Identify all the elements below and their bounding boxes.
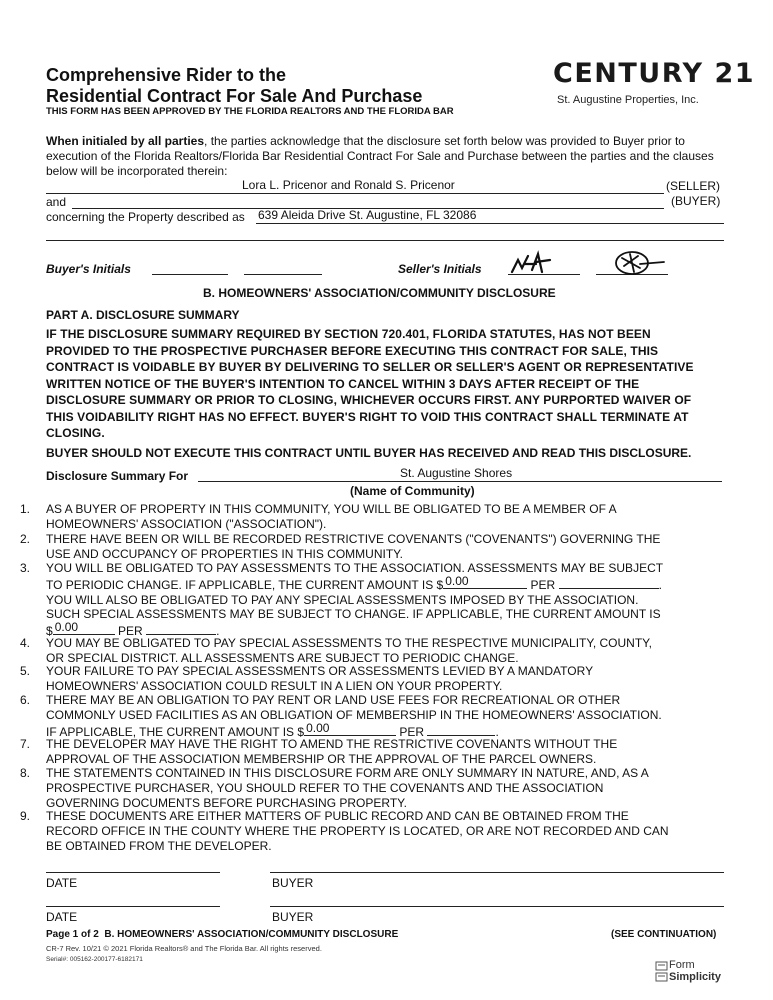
formsimplicity-line2: Simplicity xyxy=(669,971,721,983)
footer-page-line xyxy=(46,929,398,940)
date-label-1: DATE xyxy=(46,876,78,890)
warning-line: WRITTEN NOTICE OF THE BUYER'S INTENTION TO CANCEL WITHIN 3 DAYS AFTER RECEIPT OF THE xyxy=(46,376,640,391)
do-not-execute-notice: BUYER SHOULD NOT EXECUTE THIS CONTRACT UNTIL BUYER HAS RECEIVED AND READ THIS DISCLOSURE. xyxy=(46,446,692,460)
formsimplicity-icon xyxy=(655,961,669,983)
property-address[interactable]: 639 Aleida Drive St. Augustine, FL 32086 xyxy=(258,208,477,222)
warning-line: DISCLOSURE SUMMARY OR PRIOR TO CLOSING, WHICHEVER OCCURS FIRST. ANY PURPORTED WAIVER OF xyxy=(46,393,692,407)
community-line xyxy=(198,481,722,482)
community-name[interactable]: St. Augustine Shores xyxy=(400,466,513,480)
property-line-2 xyxy=(46,240,724,241)
warning-line: CONTRACT IS VOIDABLE BY BUYER BY DELIVERING TO SELLER OR SELLER'S AGENT OR REPRESENTATIVE xyxy=(46,360,694,374)
buyer-tag: (BUYER) xyxy=(671,194,721,208)
voidability-warning xyxy=(46,326,724,442)
footer-serial: Serial#: 005162-200177-6182171 xyxy=(46,956,143,963)
assessment-period-field[interactable] xyxy=(559,576,659,589)
page-number: Page 1 of 2 xyxy=(46,929,99,940)
buyer-initial-2[interactable] xyxy=(244,274,322,275)
rent-fee-amount-field[interactable]: 0.00 xyxy=(304,723,396,736)
date-line-1[interactable] xyxy=(46,872,220,873)
approval-notice: THIS FORM HAS BEEN APPROVED BY THE FLORIDA REALTORS AND THE FLORIDA BAR xyxy=(46,106,454,117)
formsimplicity-line1: Form xyxy=(669,959,695,971)
warning-line: CLOSING. xyxy=(46,426,105,440)
intro-line2: execution of the Florida Realtors/Florida Bar Residential Contract For Sale and Purchase between the parties and the clauses xyxy=(46,149,714,163)
date-line-2[interactable] xyxy=(46,906,220,907)
brand-logo: CENTURY 21 xyxy=(553,58,756,89)
community-caption: (Name of Community) xyxy=(350,484,475,498)
seller-initials-signature-1 xyxy=(508,250,578,278)
seller-names[interactable]: Lora L. Pricenor and Ronald S. Pricenor xyxy=(242,178,455,192)
and-label: and xyxy=(46,195,67,209)
buyer-label-1: BUYER xyxy=(272,876,314,890)
intro-lead-rest: , the parties acknowledge that the disclosure set forth below was provided to Buyer prior to xyxy=(204,134,685,148)
form-title-line1: Comprehensive Rider to the xyxy=(46,65,287,85)
buyer-initial-1[interactable] xyxy=(152,274,228,275)
warning-line: THIS VOIDABILITY RIGHT HAS NO EFFECT. BUYER'S RIGHT TO VOID THIS CONTRACT SHALL TERMINATE AT xyxy=(46,409,689,424)
brand-office: St. Augustine Properties, Inc. xyxy=(557,94,699,106)
property-line xyxy=(256,223,724,224)
date-label-2: DATE xyxy=(46,910,78,924)
footer-revision: CR-7 Rev. 10/21 © 2021 Florida Realtors® and The Florida Bar. All rights reserved. xyxy=(46,944,322,953)
property-label: concerning the Property described as xyxy=(46,210,245,224)
summary-for-label: Disclosure Summary For xyxy=(46,469,189,483)
see-continuation: (SEE CONTINUATION) xyxy=(611,929,717,940)
rent-fee-period-field[interactable] xyxy=(427,723,495,736)
buyer-signature-line-2[interactable] xyxy=(270,906,724,907)
seller-initials-signature-2 xyxy=(610,248,670,278)
form-title-line2: Residential Contract For Sale And Purchase xyxy=(46,86,423,106)
assessment-amount-field[interactable]: 0.00 xyxy=(443,576,527,589)
buyer-signature-line-1[interactable] xyxy=(270,872,724,873)
seller-initials-label: Seller's Initials xyxy=(398,262,482,276)
intro-line3: below will be incorporated therein: xyxy=(46,164,228,178)
section-heading: B. HOMEOWNERS' ASSOCIATION/COMMUNITY DISCLOSURE xyxy=(203,286,556,300)
intro-lead: When initialed by all parties xyxy=(46,134,205,148)
part-a-heading: PART A. DISCLOSURE SUMMARY xyxy=(46,308,240,322)
footer-page-title: B. HOMEOWNERS' ASSOCIATION/COMMUNITY DISCLOSURE xyxy=(104,929,399,940)
buyer-initials-label: Buyer's Initials xyxy=(46,262,131,276)
special-assessment-amount-field[interactable]: 0.00 xyxy=(53,622,115,635)
intro-paragraph xyxy=(46,134,736,179)
warning-line: PROVIDED TO THE PROSPECTIVE PURCHASER BEFORE EXECUTING THIS CONTRACT FOR SALE, THIS xyxy=(46,343,659,358)
special-assessment-period-field[interactable] xyxy=(146,622,216,635)
warning-line: IF THE DISCLOSURE SUMMARY REQUIRED BY SECTION 720.401, FLORIDA STATUTES, HAS NOT BEEN xyxy=(46,327,651,341)
seller-line xyxy=(46,193,664,194)
buyer-label-2: BUYER xyxy=(272,910,314,924)
seller-tag: (SELLER) xyxy=(666,179,721,193)
